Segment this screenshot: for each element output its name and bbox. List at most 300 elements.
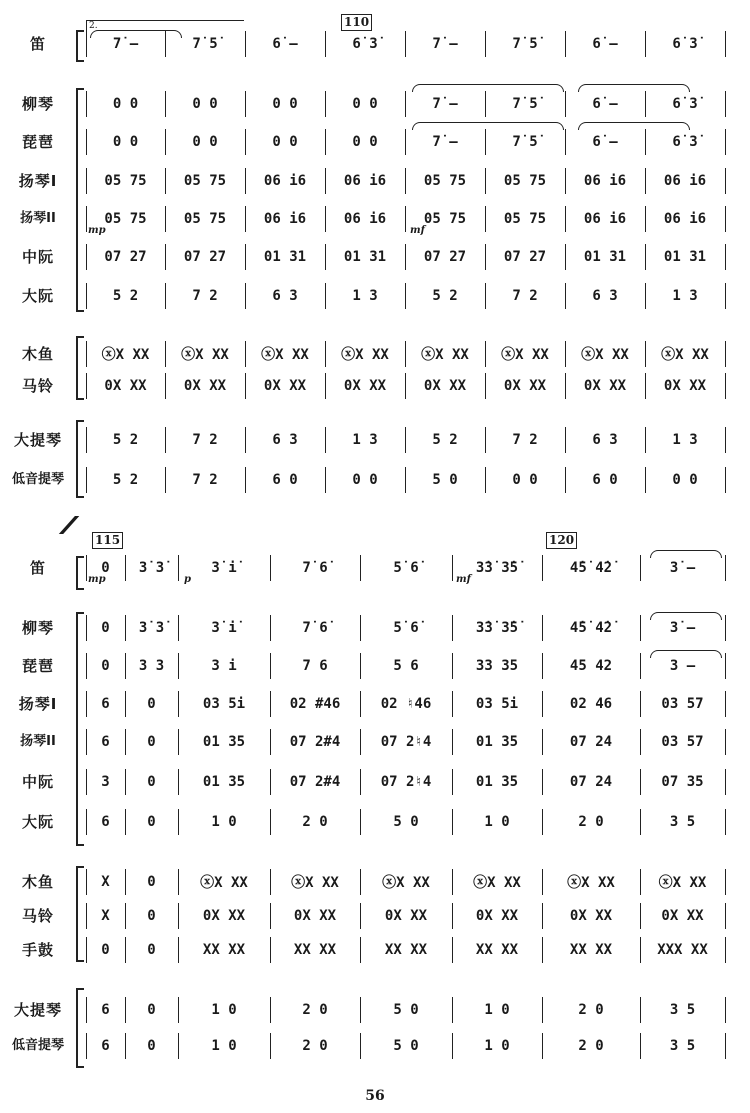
barline [245,427,246,453]
measure: 07 24 [569,734,613,750]
measure: 7̇ 5̇ [512,96,538,112]
barline [452,769,453,795]
measure: 6 3 [272,288,298,304]
barline [645,206,646,232]
barline [325,341,326,367]
measure: 06 i6 [343,173,387,189]
instrument-row [0,1000,750,1020]
barline [725,555,726,581]
barline [565,129,566,155]
barline [485,206,486,232]
measure: 0X XX [202,908,246,924]
instrument-name: 笛 [29,35,46,53]
measure: 0 0 [112,134,139,150]
measure: 01 35 [202,774,246,790]
measure: 0 0 [192,96,218,112]
measure: 5 0 [393,1002,419,1018]
measure: 1 3 [352,288,378,304]
barline [452,869,453,895]
measure: 1 0 [211,1002,237,1018]
barline [542,869,543,895]
measure: 5 2 [112,432,139,448]
barline [485,373,486,399]
measure: 07 2#4 [289,774,341,790]
measure: 02 #46 [289,696,341,712]
measure: 0 [147,734,156,750]
instrument-name: 柳琴 [21,95,54,113]
measure: 7̇ – [432,96,458,112]
barline [405,244,406,270]
barline [125,937,126,963]
measure: 2 0 [302,814,328,830]
measure: 0 0 [672,472,698,488]
measure: 0X XX [475,908,519,924]
measure: 7 2 [512,432,538,448]
barline [360,1033,361,1059]
measure: 03 5i [475,696,519,712]
instrument-row [0,430,750,450]
measure: 7 2 [192,288,218,304]
measure: 5 0 [393,1038,419,1054]
measure: 07 35 [661,774,704,790]
barline [640,555,641,581]
barline [640,809,641,835]
barline [542,1033,543,1059]
barline [178,729,179,755]
barline [542,769,543,795]
dynamic-mark: p [184,574,191,585]
measure: 0 0 [192,134,218,150]
measure: 7̇ – [432,36,458,52]
barline [725,997,726,1023]
measure: 0 [147,1038,156,1054]
barline [86,729,87,755]
measure: 7̇ – [112,36,139,52]
measure: 1 0 [484,1002,510,1018]
measure: 3 5 [669,814,696,830]
measure: ⓧX XX [101,347,150,363]
measure: ⓧX XX [341,347,389,363]
instrument-row [0,906,750,926]
rehearsal-mark: 120 [546,532,577,549]
measure: 01 31 [663,249,707,265]
barline [360,653,361,679]
slur [650,650,722,658]
barline [325,427,326,453]
barline [270,997,271,1023]
barline [542,653,543,679]
measure: 4̇5̇ 4̇2̇ [569,620,613,636]
measure: 3 i [211,658,237,674]
barline [178,769,179,795]
barline [725,869,726,895]
slur [578,122,690,130]
barline [125,729,126,755]
instrument-row [0,812,750,832]
instrument-row [0,558,750,578]
bracket-strings [76,612,84,846]
measure: 03 57 [661,696,704,712]
barline [485,91,486,117]
barline [725,427,726,453]
barline [360,691,361,717]
barline [565,341,566,367]
measure: 0 0 [352,96,378,112]
measure: 06 i6 [663,173,707,189]
measure: XX XX [475,942,519,958]
measure: 07 27 [423,249,467,265]
measure: 6̇ – [592,36,618,52]
measure: 3̇3̇ 3̇5̇ [475,560,519,576]
measure: XX XX [569,942,613,958]
measure: 05 75 [423,173,467,189]
barline [405,31,406,57]
barline [165,373,166,399]
instrument-name: 琵琶 [21,133,54,151]
barline [178,809,179,835]
barline [725,1033,726,1059]
barline [165,341,166,367]
barline [725,809,726,835]
instrument-name: 大提琴 [13,431,62,449]
barline [645,31,646,57]
measure: 3̇ – [669,560,696,576]
barline [86,427,87,453]
barline [640,1033,641,1059]
measure: 0 [101,560,110,576]
barline [245,341,246,367]
barline [86,997,87,1023]
measure: ⓧX XX [661,347,709,363]
barline [325,244,326,270]
instrument-row [0,376,750,396]
barline [725,729,726,755]
measure: XX XX [384,942,428,958]
page-number: 56 [365,1088,385,1104]
measure: 6 [101,814,110,830]
rehearsal-mark: 110 [341,14,372,31]
barline [405,129,406,155]
measure: 7̇ 5̇ [512,134,538,150]
measure: 03 57 [661,734,704,750]
barline [452,615,453,641]
dynamic-mark: mp [88,225,106,236]
barline [325,168,326,194]
measure: 6 [101,734,110,750]
measure: 6̇ 3̇ [672,36,698,52]
barline [640,903,641,929]
barline [245,206,246,232]
measure: 0X XX [663,378,707,394]
barline [542,903,543,929]
measure: 07 27 [503,249,547,265]
barline [565,91,566,117]
instrument-row [0,694,750,714]
barline [405,373,406,399]
barline [485,467,486,493]
instrument-row [0,618,750,638]
measure: ⓧX XX [181,347,229,363]
instrument-name: 手鼓 [21,941,54,959]
barline [645,427,646,453]
measure: 5̇ 6̇ [393,560,419,576]
instrument-row [0,656,750,676]
barline [165,427,166,453]
measure: 1 3 [672,432,698,448]
barline [542,809,543,835]
measure: 0 [101,620,110,636]
barline [452,729,453,755]
barline [360,937,361,963]
measure: 7̇ – [432,134,458,150]
barline [645,373,646,399]
barline [165,206,166,232]
barline [452,903,453,929]
barline [452,809,453,835]
barline [270,653,271,679]
instrument-row [0,247,750,267]
barline [405,283,406,309]
measure: 5 2 [432,432,458,448]
measure: 0 [147,774,156,790]
instrument-name: 琵琶 [21,657,54,675]
measure: ⓧX XX [382,875,430,891]
instrument-row [0,470,750,490]
instrument-name: 扬琴II [20,734,56,749]
measure: 1 0 [484,1038,510,1054]
barline [725,341,726,367]
measure: 3 5 [669,1002,696,1018]
measure: 03 5i [202,696,246,712]
barline [645,467,646,493]
barline [178,555,179,581]
slur [650,550,722,558]
instrument-row [0,132,750,152]
measure: 5 0 [393,814,419,830]
barline [360,555,361,581]
instrument-name: 笛 [29,559,46,577]
barline [360,615,361,641]
barline [645,341,646,367]
measure: 0 0 [272,134,298,150]
barline [725,206,726,232]
measure: 07 24 [569,774,613,790]
measure: 2 0 [302,1002,328,1018]
measure: ⓧX XX [473,875,521,891]
barline [452,937,453,963]
measure: 0X XX [104,378,147,394]
barline [405,467,406,493]
measure: 01 31 [263,249,307,265]
barline [725,937,726,963]
barline [725,129,726,155]
measure: 6 3 [592,432,618,448]
barline [485,341,486,367]
barline [86,615,87,641]
barline [86,937,87,963]
dynamic-mark: mf [410,225,425,236]
instrument-row [0,872,750,892]
measure: 5 6 [393,658,419,674]
measure: 01 35 [202,734,246,750]
barline [245,129,246,155]
barline [245,467,246,493]
barline [245,373,246,399]
rehearsal-mark: 115 [92,532,123,549]
measure: 0 [147,942,156,958]
barline [86,283,87,309]
measure: 06 i6 [663,211,707,227]
instrument-row [0,94,750,114]
measure: 05 75 [183,173,227,189]
measure: 0X XX [661,908,704,924]
instrument-name: 木鱼 [21,345,54,363]
barline [86,691,87,717]
measure: ⓧX XX [291,875,339,891]
barline [165,129,166,155]
measure: 0 [147,696,156,712]
barline [270,1033,271,1059]
measure: 0X XX [503,378,547,394]
barline [245,31,246,57]
barline [325,91,326,117]
barline [565,373,566,399]
barline [325,467,326,493]
measure: 6̇ – [592,134,618,150]
measure: 05 75 [503,211,547,227]
barline [86,91,87,117]
measure: 2 0 [302,1038,328,1054]
barline [178,653,179,679]
measure: 1 3 [352,432,378,448]
barline [86,341,87,367]
measure: 0X XX [343,378,387,394]
barline [640,997,641,1023]
measure: 07 2♮4 [380,774,432,790]
measure: 7̇ 6̇ [302,560,328,576]
barline [725,615,726,641]
barline [325,206,326,232]
measure: 6 0 [272,472,298,488]
barline [452,1033,453,1059]
measure: 3 5 [669,1038,696,1054]
instrument-name: 中阮 [21,248,54,266]
measure: 0 0 [352,472,378,488]
barline [640,869,641,895]
measure: 5 0 [432,472,458,488]
measure: 0 [101,942,110,958]
barline [270,869,271,895]
barline [86,555,87,581]
measure: 05 75 [423,211,467,227]
measure: XX XX [202,942,246,958]
barline [725,903,726,929]
instrument-name: 柳琴 [21,619,54,637]
barline [542,691,543,717]
instrument-row [0,171,750,191]
measure: 7̇ 6̇ [302,620,328,636]
barline [565,283,566,309]
measure: 0 0 [272,96,298,112]
barline [165,283,166,309]
barline [640,653,641,679]
instrument-name: 木鱼 [21,873,54,891]
barline [325,283,326,309]
measure: 06 i6 [263,211,307,227]
measure: 01 35 [475,734,519,750]
instrument-name: 大阮 [21,287,54,305]
measure: 6̇ 3̇ [672,134,698,150]
barline [725,168,726,194]
dynamic-mark: mp [88,574,106,585]
measure: X [101,908,110,924]
barline [86,869,87,895]
measure: 1 0 [211,1038,237,1054]
barline [725,283,726,309]
measure: XXX XX [657,942,708,958]
barline [125,809,126,835]
measure: 5 2 [112,472,139,488]
measure: 6 3 [592,288,618,304]
barline [645,283,646,309]
barline [452,555,453,581]
barline [325,373,326,399]
barline [125,997,126,1023]
measure: 3 [101,774,110,790]
barline [165,91,166,117]
measure: 3̇ – [669,620,696,636]
measure: 5 2 [432,288,458,304]
measure: 6 [101,696,110,712]
measure: ⓧX XX [421,347,469,363]
barline [270,809,271,835]
barline [725,31,726,57]
barline [360,997,361,1023]
measure: 33 35 [475,658,519,674]
barline [485,129,486,155]
barline [485,427,486,453]
barline [86,903,87,929]
measure: 7̇ 5̇ [192,36,218,52]
barline [645,91,646,117]
measure: 3̇ 3̇ [138,620,165,636]
measure: 3̇3̇ 3̇5̇ [475,620,519,636]
measure: 0X XX [384,908,428,924]
measure: 0X XX [569,908,613,924]
barline [178,937,179,963]
barline [178,869,179,895]
barline [405,341,406,367]
instrument-row [0,344,750,364]
measure: 0 [147,814,156,830]
measure: 6 [101,1002,110,1018]
measure: 7̇ 5̇ [512,36,538,52]
barline [485,168,486,194]
barline [565,206,566,232]
measure: 45 42 [569,658,613,674]
measure: 7 2 [512,288,538,304]
barline [86,31,87,57]
barline [86,373,87,399]
barline [725,769,726,795]
barline [565,31,566,57]
slur [650,612,722,620]
bracket-strings [76,88,84,312]
barline [645,244,646,270]
measure: 0 [147,874,156,890]
instrument-name: 马铃 [21,377,54,395]
measure: 7 2 [192,432,218,448]
